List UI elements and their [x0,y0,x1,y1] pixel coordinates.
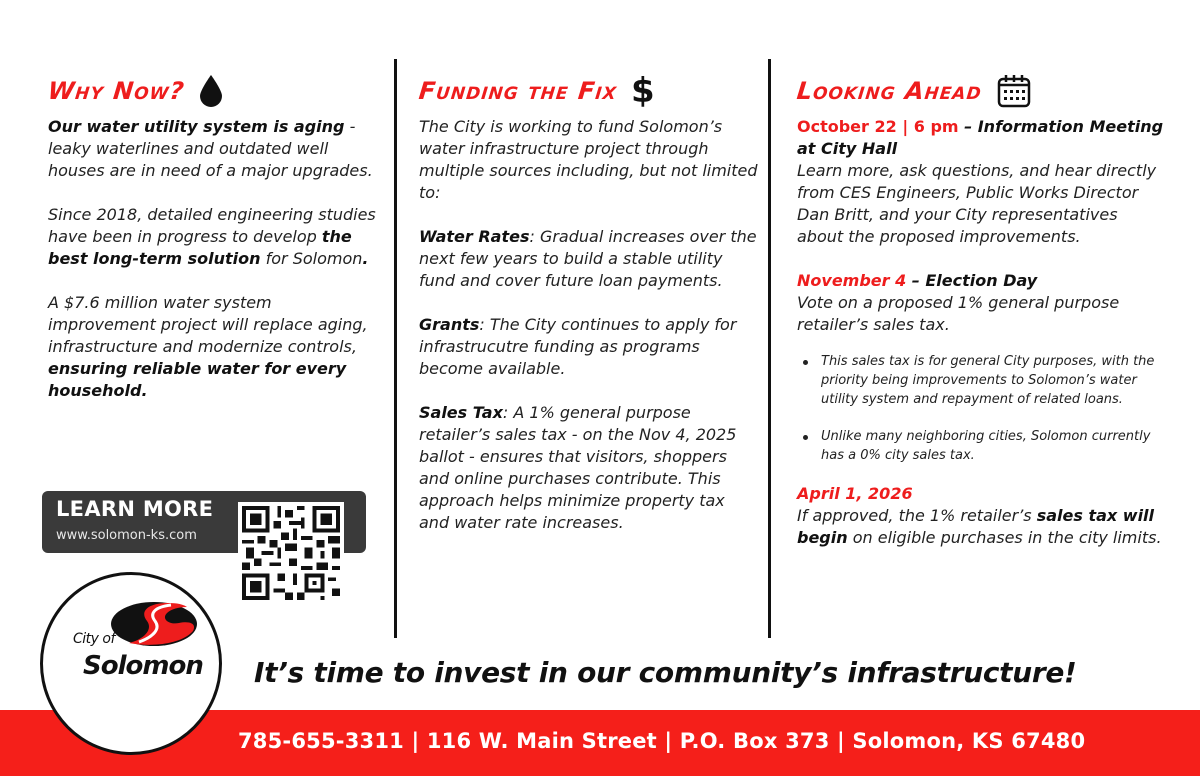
logo-name: Solomon [83,651,203,681]
funding-item-label: Grants [419,315,480,334]
column-divider-2 [768,59,771,638]
event-tax-start [797,483,1167,549]
sales-tax-bullets [797,352,1167,465]
event-text: If approved, the 1% retailer’s [797,506,1037,525]
event-election-day [797,270,1167,465]
why-now-p2-bold: the best long-term solution [48,227,352,268]
why-now-p2-text: Since 2018, detailed engineering studies have been in progress to develop [48,205,376,246]
why-now-p3-bold: ensuring reliable water for every household. [48,359,347,400]
event-date: November 4 [797,271,907,290]
event-description [797,505,1167,549]
event-description: Learn more, ask questions, and hear directly from CES Engineers, Public Works Director Dan Britt, and your City representatives about the proposed improvements. [797,161,1157,246]
footer-contact: 785-655-3311 | 116 W. Main Street | P.O. Box 373 | Solomon, KS 67480 [238,729,1086,753]
event-tax-start-date [797,483,1167,505]
funding-item-sales-tax [419,402,759,534]
event-info-meeting-title [797,116,1167,160]
funding-item-text: : A 1% general purpose retailer’s sales tax - on the Nov 4, 2025 ballot - ensures that visitors, shoppers and online purchases contribute. This approach helps minimize property tax and water rate increases. [419,403,737,532]
website-link[interactable]: www.solomon-ks.com [56,528,197,543]
why-now-paragraph-1 [48,116,378,182]
looking-ahead-heading: Looking Ahead [795,77,984,105]
water-drop-icon [199,74,223,108]
why-now-paragraph-2 [48,204,378,270]
why-now-paragraph-3 [48,292,378,402]
funding-item-label: Sales Tax [419,403,503,422]
why-now-p2-text-b: for Solomon [260,249,363,268]
funding-item-text: : The City continues to apply for infrastrucutre funding as programs become available. [419,315,737,378]
event-info-meeting [797,116,1167,248]
calendar-icon [996,73,1032,109]
why-now-p3-text: A $7.6 million water system improvement project will replace aging, infrastructure and modernize controls, [48,293,368,356]
why-now-section [48,66,378,424]
solomon-s-logo-icon [109,599,199,653]
funding-item-grants [419,314,759,380]
city-logo [40,572,222,755]
column-divider-1 [394,59,397,638]
bullet-item: This sales tax is for general City purposes, with the priority being improvements to Solomon’s water utility system and repayment of related loans. [797,352,1167,409]
event-title: Information Meeting at City Hall [797,117,1164,158]
learn-more-title: LEARN MORE [56,497,214,521]
why-now-p2-end: . [362,249,369,268]
funding-section [419,66,759,556]
qr-code[interactable] [238,502,344,604]
dollar-icon: $ [631,71,655,111]
logo-city-of: City of [73,631,115,647]
tagline: It’s time to invest in our community’s infrastructure! [254,656,1077,689]
funding-heading-row [419,66,759,116]
event-title: Election Day [925,271,1038,290]
event-text-bold: sales tax will begin [797,506,1155,547]
event-text-b: on eligible purchases in the city limits. [847,528,1162,547]
funding-item-water-rates [419,226,759,292]
looking-ahead-section [797,66,1167,571]
why-now-heading: Why Now? [46,77,187,105]
event-description: Vote on a proposed 1% general purpose retailer’s sales tax. [797,293,1120,334]
event-date: October 22 | 6 pm [797,117,959,136]
bullet-item: Unlike many neighboring cities, Solomon currently has a 0% city sales tax. [797,427,1167,465]
event-sep: – [906,271,926,290]
why-now-p1-bold: Our water utility system is aging [48,117,345,136]
event-sep: – [958,117,978,136]
funding-item-label: Water Rates [419,227,530,246]
looking-ahead-heading-row [797,66,1167,116]
funding-intro: The City is working to fund Solomon’s water infrastructure project through multiple sources including, but not limited to: [419,117,758,202]
funding-item-text: : Gradual increases over the next few years to build a stable utility fund and cover future loan payments. [419,227,757,290]
event-date: April 1, 2026 [797,484,913,503]
why-now-heading-row [48,66,378,116]
funding-heading: Funding the Fix [417,77,619,105]
event-election-title [797,270,1167,292]
why-now-p1-text: - leaky waterlines and outdated well houses are in need of a major upgrades. [48,117,373,180]
